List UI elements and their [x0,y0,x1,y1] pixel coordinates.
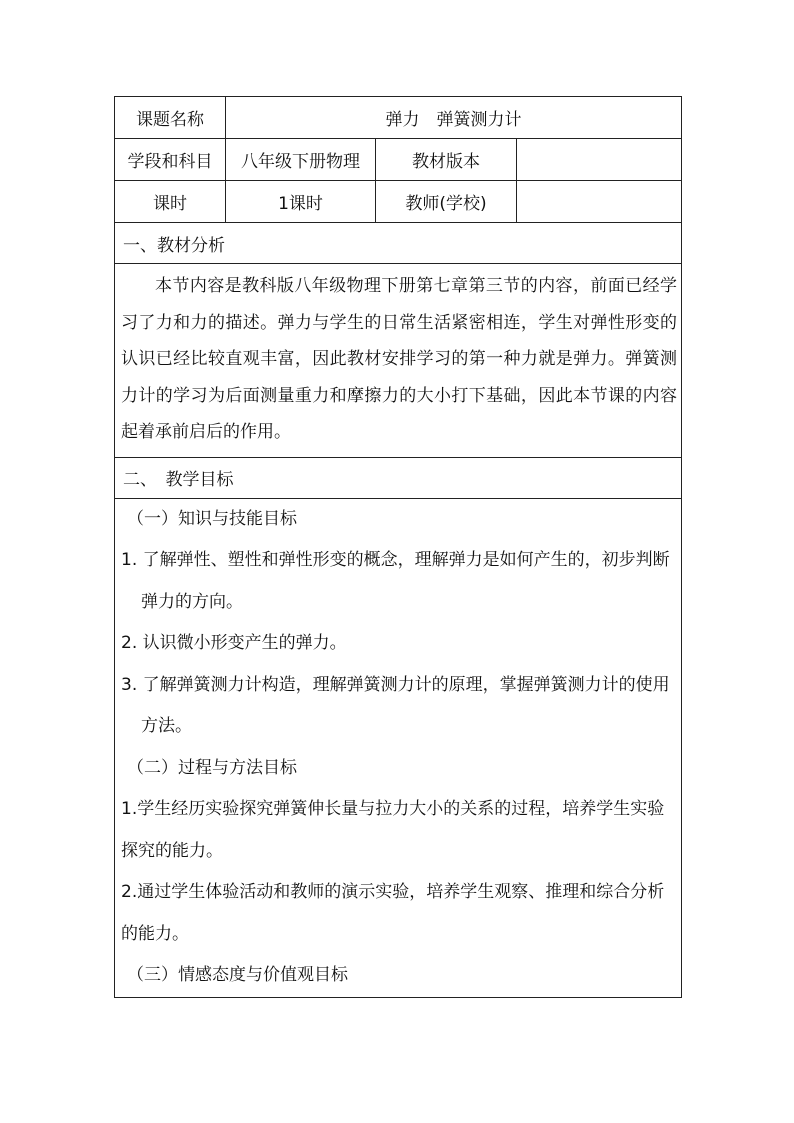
title-label: 课题名称 [115,97,226,139]
subject-row [115,139,682,181]
knowledge-title: （一）知识与技能目标 [127,508,297,529]
analysis-paragraph: 本节内容是教科版八年级物理下册第七章第三节的内容，前面已经学习了力和力的描述。弹力与学生的日常生活紧密相连，学生对弹性形变的认识已经比较直观丰富，因此教材安排学习的第一种力就是弹力。弹簧测力计的学习为后面测量重力和摩擦力的大小打下基础，因此本节课的内容起着承前启后的作用。 [121,276,678,442]
emotion-title: （三）情感态度与价值观目标 [127,965,348,985]
title-row [115,97,682,139]
analysis-heading: 一、教材分析 [115,223,682,264]
period-label: 课时 [115,181,226,223]
objectives-body [115,498,682,997]
process-item: 2.通过学生体验活动和教师的演示实验，培养学生观察、推理和综合分析的能力。 [121,882,665,944]
knowledge-item: 3. 了解弹簧测力计构造，理解弹簧测力计的原理，掌握弹簧测力计的使用方法。 [121,674,670,736]
lesson-plan-table [114,96,682,998]
objectives-body-row [115,498,682,997]
knowledge-item: 2. 认识微小形变产生的弹力。 [121,633,347,653]
teacher-value [517,181,682,223]
objectives-heading: 二、 教学目标 [115,457,682,498]
process-title: （二）过程与方法目标 [127,757,297,778]
teacher-label: 教师(学校) [376,181,517,223]
process-item: 1.学生经历实验探究弹簧伸长量与拉力大小的关系的过程，培养学生实验探究的能力。 [121,799,665,861]
analysis-heading-row [115,223,682,264]
subject-value: 八年级下册物理 [226,139,376,181]
period-value: 1课时 [226,181,376,223]
analysis-body [115,264,682,458]
knowledge-item: 1. 了解弹性、塑性和弹性形变的概念，理解弹力是如何产生的，初步判断弹力的方向。 [121,550,670,612]
subject-label: 学段和科目 [115,139,226,181]
objectives-heading-row [115,457,682,498]
edition-value [517,139,682,181]
period-row [115,181,682,223]
lesson-title: 弹力 弹簧测力计 [226,97,682,139]
analysis-body-row [115,264,682,458]
edition-label: 教材版本 [376,139,517,181]
